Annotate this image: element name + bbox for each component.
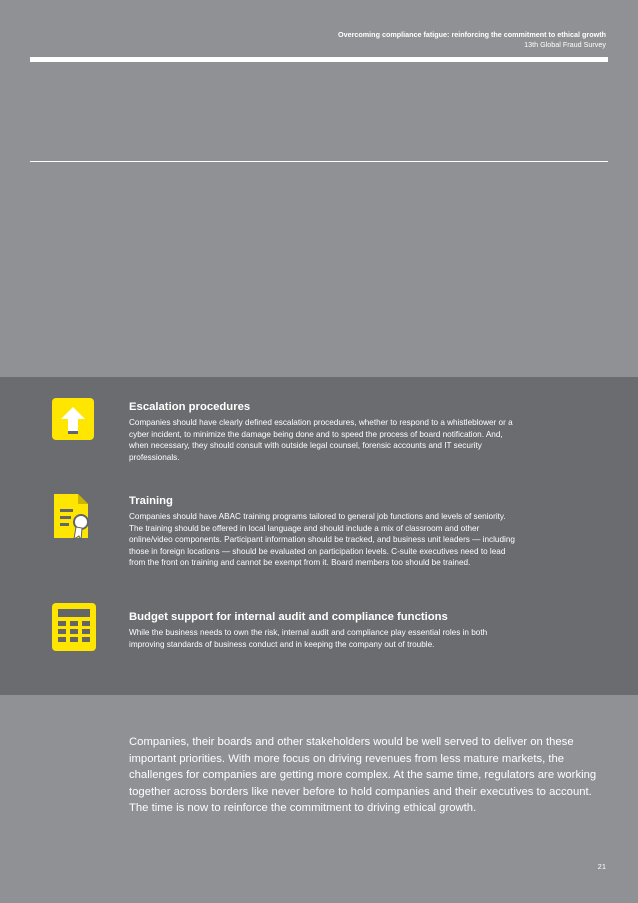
page-number: 21 bbox=[597, 862, 606, 871]
header-title: Overcoming compliance fatigue: reinforcing the commitment to ethical growth bbox=[338, 30, 606, 39]
section-divider bbox=[30, 161, 608, 162]
running-header bbox=[206, 30, 606, 50]
item-body: Companies should have ABAC training programs tailored to general job functions and levels of seniority. The training should be offered in local language and should include a mix of classroom and other online/video components. Participant information should be tracked, and business unit leaders — including those in foreign locations — should be evaluated on participation levels. C-suite executives need to lead from the front on training and cannot be exempt from it. Board members too should be trained. bbox=[129, 512, 515, 567]
item-title: Training bbox=[129, 495, 173, 507]
closing-paragraph: Companies, their boards and other stakeholders would be well served to deliver on these important priorities. With more focus on driving revenues from less mature markets, the challenges for companies are getting more complex. At the same time, regulators are working together across borders like never before to hold companies and their executives to account. The time is now to reinforce the commitment to driving ethical growth. bbox=[129, 736, 597, 815]
item-title: Escalation procedures bbox=[129, 401, 251, 413]
escalation-arrow-icon bbox=[52, 398, 94, 440]
training-certificate-icon bbox=[52, 492, 94, 534]
top-rule bbox=[30, 57, 608, 62]
item-body: While the business needs to own the risk, internal audit and compliance play essential roles in both improving standards of business conduct and in keeping the company out of trouble. bbox=[129, 628, 488, 649]
header-subtitle: 13th Global Fraud Survey bbox=[524, 40, 606, 49]
calculator-icon bbox=[52, 603, 96, 651]
item-body: Companies should have clearly defined escalation procedures, whether to respond to a whistleblower or a cyber incident, to minimize the damage being done and to speed the process of board notification. And, when necessary, they should consult with outside legal counsel, forensic accounts and IT security professionals. bbox=[129, 418, 513, 462]
item-title: Budget support for internal audit and compliance functions bbox=[129, 611, 448, 623]
